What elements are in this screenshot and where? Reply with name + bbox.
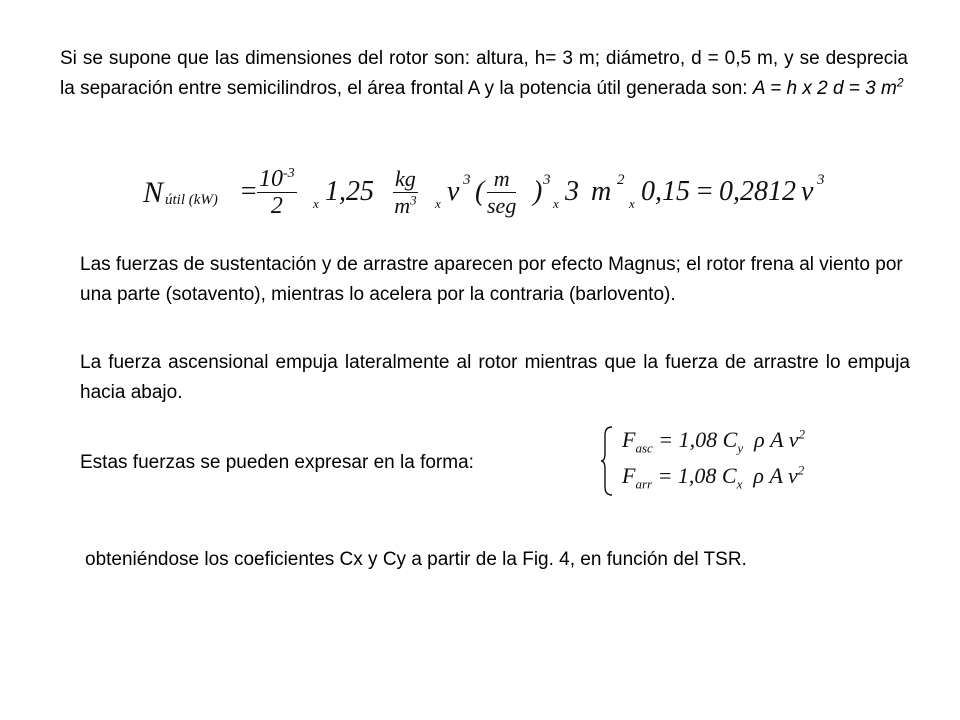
- eq1-frac3-numerator: m: [487, 166, 516, 193]
- eq1-frac2-numerator: kg: [395, 166, 416, 191]
- eq1-frac1-numerator: [257, 166, 297, 193]
- eq1-close-paren: ): [533, 176, 543, 207]
- paragraph-text: Si se supone que las dimensiones del rotor son: altura, h= 3 m; diámetro, d = 0,5 m, y se desprecia la separación entre semicilindros, el área frontal A y la potencia útil generada son:: [60, 48, 908, 99]
- eq1-equals: =: [239, 176, 258, 207]
- eq1-frac1-denominator: 2: [270, 193, 283, 219]
- left-brace-icon: [600, 425, 614, 497]
- area-formula: A = h x 2 d = 3 m: [752, 78, 897, 99]
- eq1-equals-2: =: [695, 176, 714, 207]
- eq1-fraction-3: [487, 166, 516, 219]
- eq1-times-4: x: [629, 196, 635, 211]
- eq1-frac2-denominator: [393, 193, 418, 219]
- row2-exponent: 2: [797, 462, 805, 478]
- equation-row-ascensional: [622, 427, 805, 456]
- eq1-frac2-den-exp: 3: [410, 192, 417, 208]
- power-equation: [143, 166, 863, 226]
- row1-force-subscript: asc: [635, 440, 653, 456]
- eq1-result-v: v: [801, 176, 814, 207]
- row1-coefficient: = 1,08 C: [658, 427, 738, 452]
- paragraph-forces-form: Estas fuerzas se pueden expresar en la forma:: [80, 452, 474, 473]
- eq1-times-3: x: [553, 196, 559, 211]
- eq1-times-2: x: [435, 196, 441, 211]
- eq1-result-exp: 3: [817, 172, 825, 188]
- row1-exponent: 2: [798, 426, 805, 442]
- row2-coefficient-subscript: x: [736, 476, 743, 492]
- row2-tail: ρ A v: [753, 463, 798, 488]
- eq1-value-2: 3: [565, 176, 579, 207]
- row1-tail: ρ A v: [754, 427, 799, 452]
- eq1-lhs: N: [143, 176, 164, 209]
- eq1-frac1-num-exp: -3: [283, 166, 295, 181]
- eq1-open-paren: (: [475, 176, 485, 207]
- eq1-frac1-num-value: 10: [259, 166, 283, 192]
- area-formula-exponent: 2: [896, 75, 904, 90]
- eq1-m-exp: 2: [617, 172, 625, 188]
- eq1-frac3-denominator: seg: [487, 193, 517, 218]
- eq1-fraction-2: [393, 166, 418, 219]
- eq1-v-exp: 3: [463, 172, 471, 188]
- eq1-times-1: x: [313, 196, 319, 211]
- row2-force-symbol: F: [622, 463, 636, 488]
- paragraph-coefficients: obteniéndose los coeficientes Cx y Cy a partir de la Fig. 4, en función del TSR.: [85, 549, 747, 570]
- paragraph-magnus-effect: Las fuerzas de sustentación y de arrastre aparecen por efecto Magnus; el rotor frena al viento por una parte (sotavento), mientras lo acelera por la contraria (barlovento).: [80, 254, 903, 305]
- eq1-paren-exp: 3: [543, 172, 551, 188]
- row2-force-subscript: arr: [635, 476, 653, 492]
- eq1-lhs-subscript: útil (kW): [165, 192, 218, 208]
- eq1-result: 0,2812: [719, 176, 796, 207]
- paragraph-rotor-dimensions: [60, 44, 908, 104]
- paragraph-lift-force: La fuerza ascensional empuja lateralmente al rotor mientras que la fuerza de arrastre lo empuja hacia abajo.: [80, 352, 910, 403]
- row1-force-symbol: F: [622, 427, 636, 452]
- eq1-v: v: [447, 176, 460, 207]
- row2-coefficient: = 1,08 C: [657, 463, 737, 488]
- eq1-frac2-den-value: m: [394, 193, 411, 218]
- row1-coefficient-subscript: y: [737, 440, 744, 456]
- forces-system-equation: [600, 425, 860, 500]
- equation-row-drag: [622, 463, 804, 492]
- eq1-value-1: 1,25: [325, 176, 374, 207]
- eq1-value-3: 0,15: [641, 176, 690, 207]
- eq1-fraction-1: [257, 166, 297, 219]
- eq1-m: m: [591, 176, 612, 207]
